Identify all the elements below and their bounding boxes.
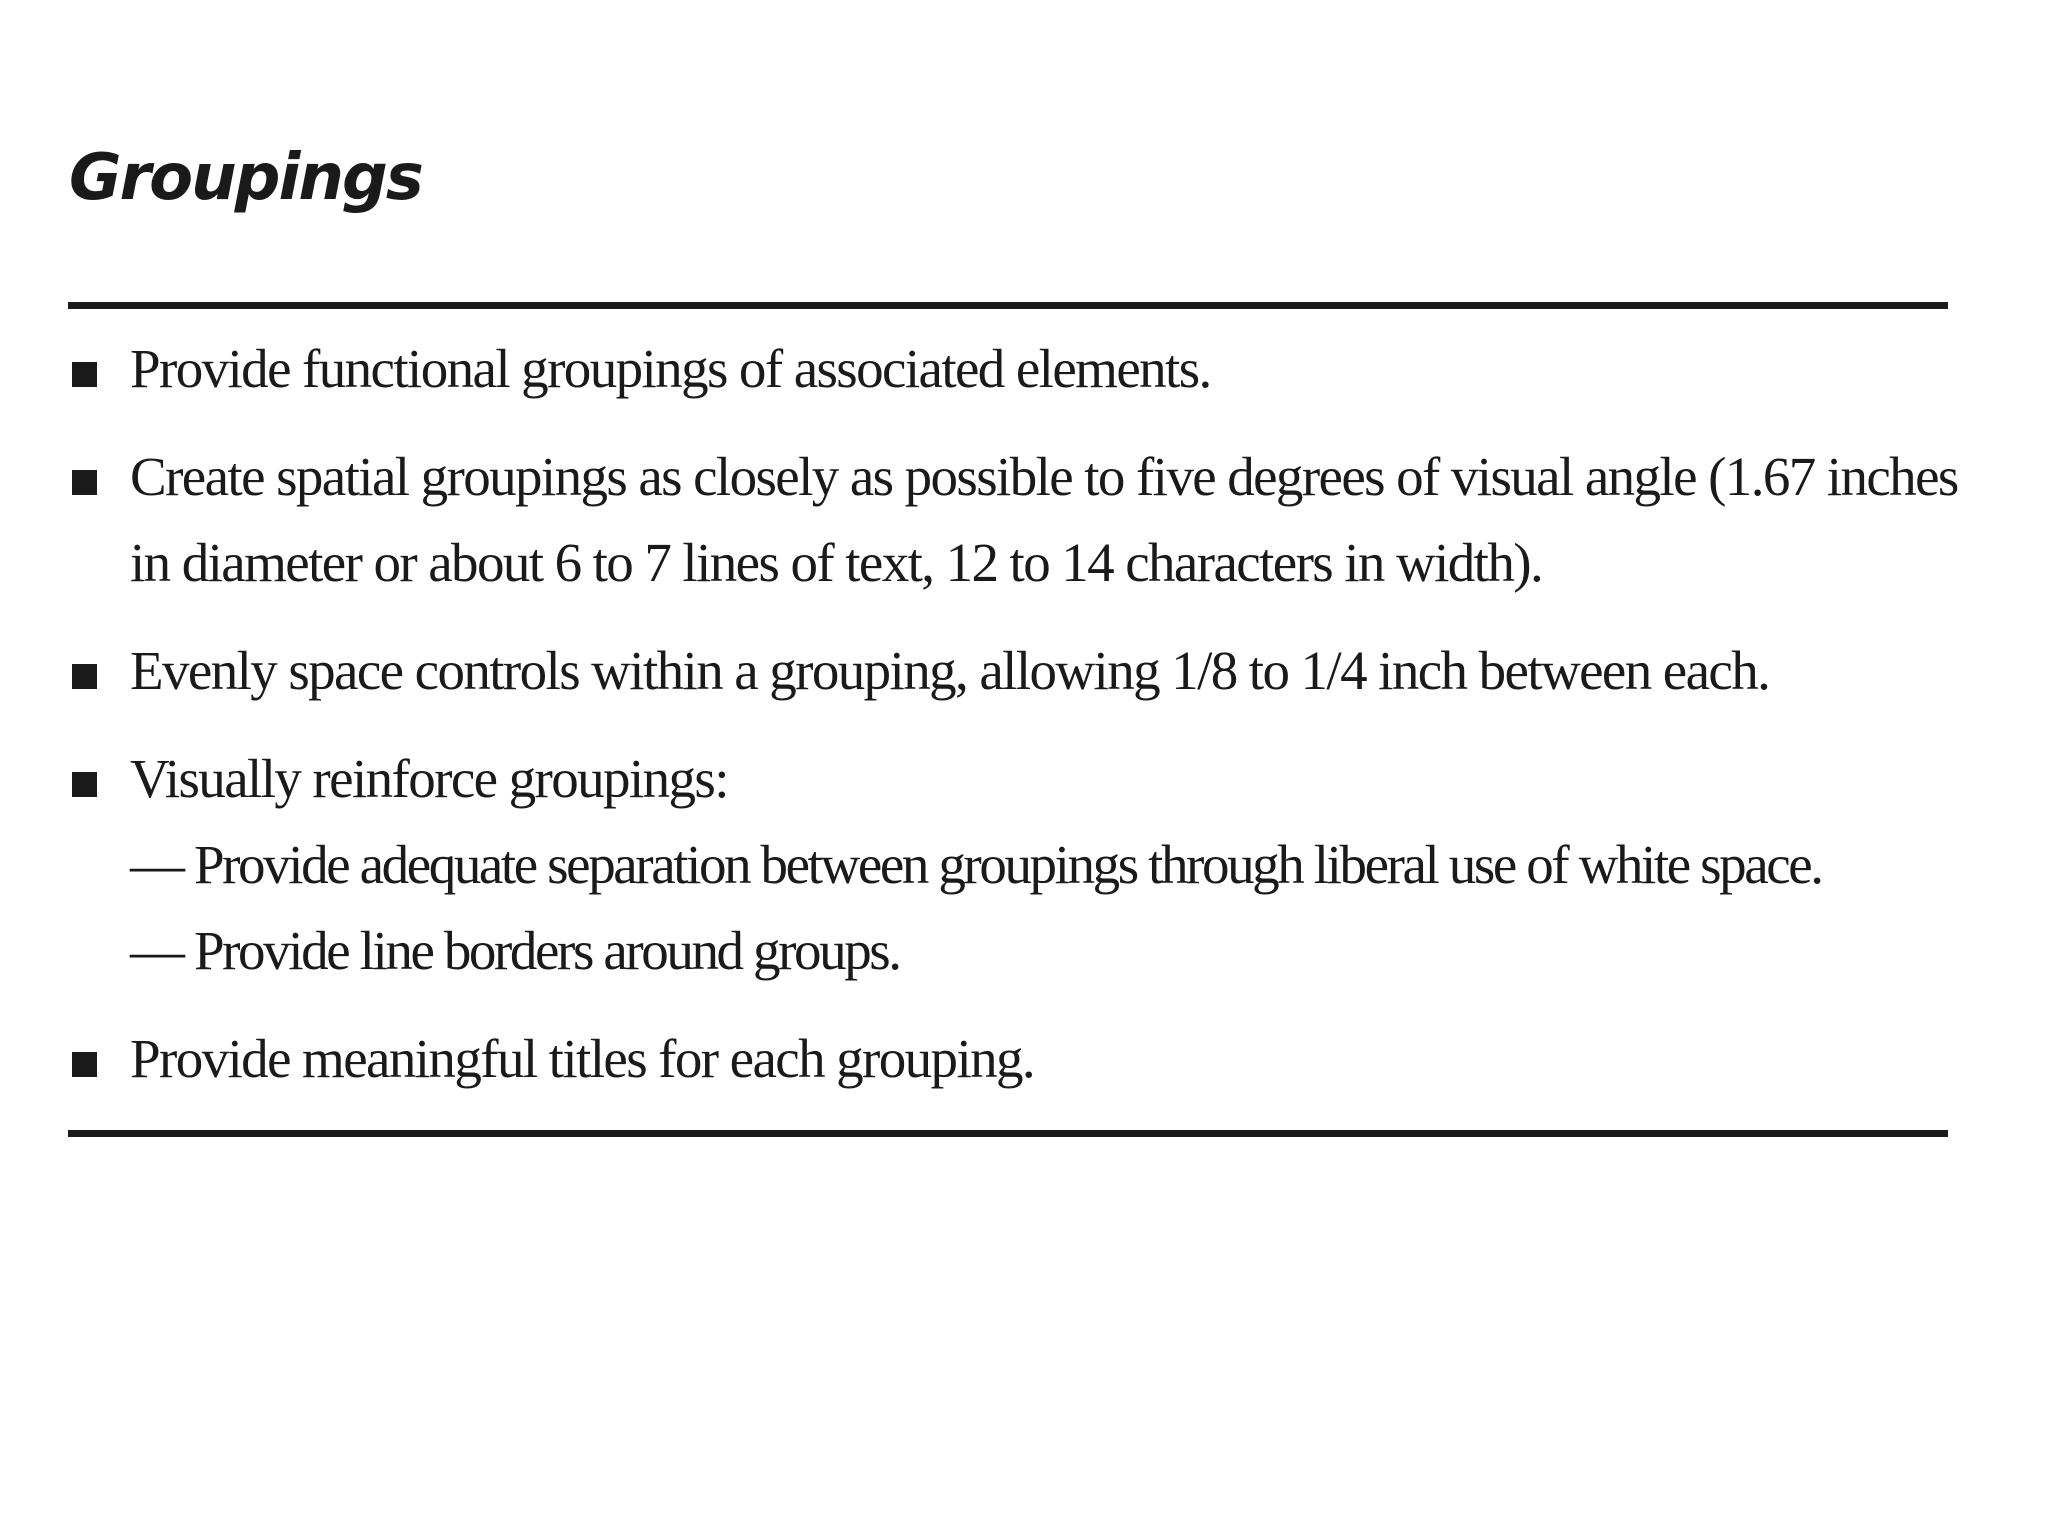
sub-item-text: — Provide line borders around groups. — [130, 920, 900, 981]
guideline-list — [68, 326, 1958, 1124]
item-text: Visually reinforce groupings: — [130, 748, 728, 809]
list-item — [68, 434, 1958, 606]
section-heading: Groupings — [69, 141, 422, 215]
list-item — [68, 326, 1958, 412]
bottom-rule — [68, 1130, 1948, 1137]
item-text: Provide functional groupings of associated elements. — [130, 338, 1211, 399]
square-bullet-icon — [72, 772, 97, 797]
square-bullet-icon — [72, 470, 97, 495]
item-text: Create spatial groupings as closely as possible to five degrees of visual angle (1.67 inches in diameter or about 6 to 7 lines of text, 12 to 14 characters in width). — [130, 446, 1958, 593]
square-bullet-icon — [72, 1052, 97, 1077]
sub-item-text: — Provide adequate separation between groupings through liberal use of white space. — [130, 834, 1822, 895]
item-text: Provide meaningful titles for each grouping. — [130, 1028, 1035, 1089]
square-bullet-icon — [72, 664, 97, 689]
list-item — [68, 1016, 1958, 1102]
list-item — [68, 736, 1958, 994]
top-rule — [68, 302, 1948, 309]
list-item — [68, 628, 1958, 714]
item-text: Evenly space controls within a grouping, allowing 1/8 to 1/4 inch between each. — [130, 640, 1770, 701]
square-bullet-icon — [72, 362, 97, 387]
